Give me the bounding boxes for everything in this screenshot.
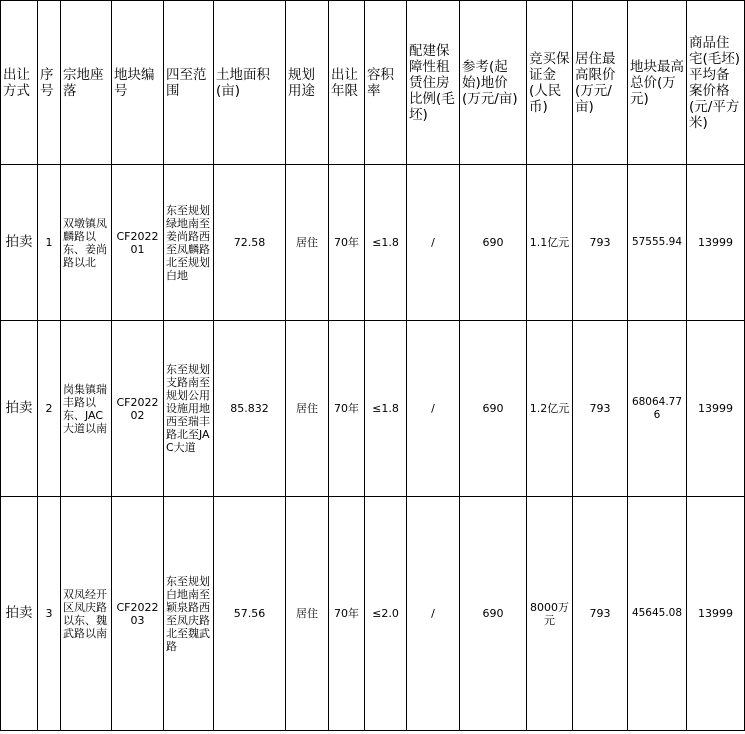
table-row: [1, 321, 745, 497]
bounds-cell: 东至规划支路南至规划公用设施用地西至瑞丰路北至JAC大道: [164, 321, 214, 497]
term-cell: 70年: [329, 321, 365, 497]
header-cell: 商品住宅(毛坯)平均备案价格(元/平方米): [687, 1, 745, 165]
deposit-cell: 1.2亿元: [527, 321, 573, 497]
term-cell: 70年: [329, 497, 365, 731]
header-cell: 容积率: [365, 1, 407, 165]
seq-cell: 2: [38, 321, 61, 497]
method-cell: 拍卖: [1, 497, 38, 731]
avg-price-cell: 13999: [687, 497, 745, 731]
term-cell: 70年: [329, 165, 365, 321]
usage-cell: 居住: [286, 497, 329, 731]
header-cell: 出让年限: [329, 1, 365, 165]
location-cell: 双凤经开区凤庆路以东、魏武路以南: [61, 497, 112, 731]
seq-cell: 1: [38, 165, 61, 321]
ratio-cell: /: [407, 497, 460, 731]
method-cell: 拍卖: [1, 321, 38, 497]
total-cell: 57555.94: [628, 165, 687, 321]
code-cell: CF202201: [112, 165, 164, 321]
area-cell: 85.832: [214, 321, 286, 497]
ratio-cell: /: [407, 165, 460, 321]
header-cell: 竞买保证金(人民币): [527, 1, 573, 165]
header-cell: 宗地座落: [61, 1, 112, 165]
cap-cell: 793: [573, 497, 628, 731]
header-cell: 地块编号: [112, 1, 164, 165]
avg-price-cell: 13999: [687, 165, 745, 321]
total-cell: 68064.776: [628, 321, 687, 497]
avg-price-cell: 13999: [687, 321, 745, 497]
ratio-cell: /: [407, 321, 460, 497]
header-row: [1, 1, 745, 165]
header-cell: 规划用途: [286, 1, 329, 165]
location-cell: 岗集镇瑞丰路以东、JAC大道以南: [61, 321, 112, 497]
header-cell: 序号: [38, 1, 61, 165]
bounds-cell: 东至规划白地南至颖泉路西至凤庆路北至魏武路: [164, 497, 214, 731]
price-cell: 690: [460, 321, 527, 497]
deposit-cell: 8000万元: [527, 497, 573, 731]
seq-cell: 3: [38, 497, 61, 731]
table-row: [1, 497, 745, 731]
bounds-cell: 东至规划绿地南至姜尚路西至凤麟路北至规划白地: [164, 165, 214, 321]
table-row: [1, 165, 745, 321]
cap-cell: 793: [573, 165, 628, 321]
code-cell: CF202203: [112, 497, 164, 731]
far-cell: ≤1.8: [365, 321, 407, 497]
total-cell: 45645.08: [628, 497, 687, 731]
method-cell: 拍卖: [1, 165, 38, 321]
far-cell: ≤2.0: [365, 497, 407, 731]
price-cell: 690: [460, 165, 527, 321]
location-cell: 双墩镇凤麟路以东、姜尚路以北: [61, 165, 112, 321]
code-cell: CF202202: [112, 321, 164, 497]
far-cell: ≤1.8: [365, 165, 407, 321]
header-cell: 出让方式: [1, 1, 38, 165]
area-cell: 72.58: [214, 165, 286, 321]
area-cell: 57.56: [214, 497, 286, 731]
header-cell: 四至范围: [164, 1, 214, 165]
header-cell: 配建保障性租赁住房比例(毛坯): [407, 1, 460, 165]
header-cell: 居住最高限价(万元/亩): [573, 1, 628, 165]
usage-cell: 居住: [286, 165, 329, 321]
header-cell: 参考(起始)地价(万元/亩): [460, 1, 527, 165]
header-cell: 土地面积(亩): [214, 1, 286, 165]
deposit-cell: 1.1亿元: [527, 165, 573, 321]
price-cell: 690: [460, 497, 527, 731]
cap-cell: 793: [573, 321, 628, 497]
usage-cell: 居住: [286, 321, 329, 497]
header-cell: 地块最高总价(万元): [628, 1, 687, 165]
